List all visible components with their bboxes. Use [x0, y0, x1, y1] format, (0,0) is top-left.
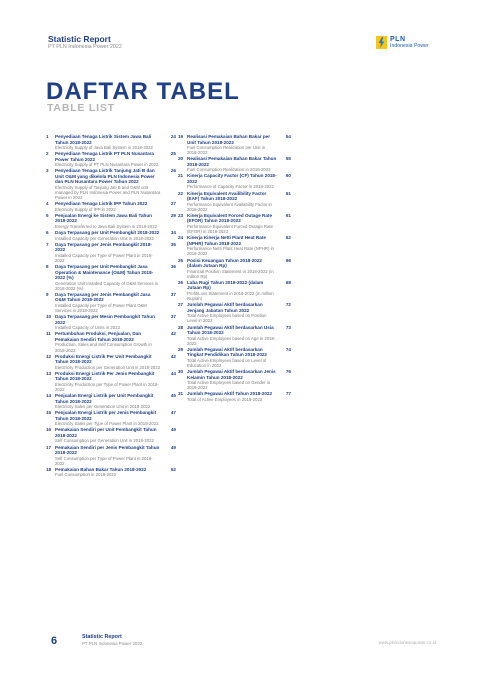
toc-number: 19 [178, 134, 184, 139]
toc-page-number: 37 [170, 291, 176, 297]
toc-entry[interactable] [46, 314, 176, 330]
toc-page-number: 66 [285, 257, 291, 263]
toc-number: 26 [178, 279, 184, 285]
toc-page-number: 37 [170, 314, 176, 320]
toc-number: 9 [46, 291, 49, 297]
toc-title-en: Performance Netti Plant Heat Rate (NPHR) in 2018-2022 [187, 246, 274, 257]
toc-number: 27 [178, 302, 184, 308]
toc-page-number: 36 [170, 264, 176, 270]
toc-title-id: Penjualan Energi ke Sistem Jawa Bali Tahun 2018-2022 [55, 212, 152, 224]
toc-title-en: Performance Equivalent Availability Factor in 2018-2022 [187, 201, 272, 212]
toc-title-id: Daya Terpasang per Unit Pembangkit 2018-2022 [55, 230, 160, 236]
toc-title-en: Electricity Production per Generation Unit in 2018-2022 [55, 364, 161, 370]
toc-title-id: Penyediaan Tenaga Listrik Sistem Jawa Bali Tahun 2018-2022 [55, 134, 152, 145]
toc-number: 5 [46, 212, 49, 218]
toc-title-en: Generation Unit Installed Capacity of O&M Services in 2018-2022 (%) [55, 280, 159, 291]
toc-number: 28 [178, 324, 184, 330]
toc-title-id: Kinerja Kinerja Netti Plant Heat Rate (NPHR) Tahun 2018-2022 [187, 235, 266, 246]
toc-title-en: Electricity Supply of Tanjung Jati B and O&M unit managed by PLN Indonesia Power and PLN Nusantara Power in 2022 [55, 184, 161, 201]
toc-title-en: Financial Position Statement in 2018-2022 (in million Rp) [187, 268, 274, 279]
toc-page-number: 52 [170, 466, 176, 472]
toc-page-number: 76 [285, 369, 291, 375]
toc-number: 31 [178, 391, 184, 397]
toc-page-number: 61 [285, 190, 291, 196]
page-title: DAFTAR TABEL [46, 78, 240, 105]
header-title: Statistic Report [48, 34, 111, 44]
toc-title-id: Kinerja Capacity Factor (CF) Tahun 2018-2022 [187, 173, 277, 184]
toc-entry[interactable] [178, 347, 291, 368]
toc-number: 4 [46, 201, 49, 207]
toc-column-left [46, 134, 176, 479]
toc-number: 2 [46, 151, 49, 157]
toc-page-number: 74 [285, 346, 291, 352]
toc-page-number: 29 [170, 212, 176, 218]
toc-title-id: Daya Terpasang per Mesin Pembangkit Tahun 2022 [55, 314, 155, 325]
toc-page-number: 49 [170, 444, 176, 450]
toc-entry[interactable] [46, 427, 176, 443]
toc-entry[interactable] [178, 134, 291, 155]
toc-page-number: 55 [285, 156, 291, 162]
toc-title-en: Self Consumption per Generation Unit in 2018-2022 [55, 438, 154, 444]
toc-title-en: Total Active Employees based on Level of Education in 2022 [187, 357, 267, 368]
toc-entry[interactable] [46, 230, 176, 241]
toc-entry[interactable] [178, 235, 291, 256]
toc-title-en: Electricity Production per Type of Power Plant in 2018-2022 [55, 381, 159, 392]
toc-entry[interactable] [178, 191, 291, 212]
toc-title-en: Total of Active Employees in 2018-2022 [187, 396, 263, 402]
toc-title-id: Jumlah Pegawai Aktif berdasarkan Jenjang Jabatan Tahun 2022 [187, 302, 263, 313]
toc-page-number: 34 [170, 230, 176, 236]
toc-title-id: Daya Terpasang per Jenis Pembangkit 2018-2022 [55, 241, 152, 253]
toc-title-en: Installed Capacity per Type of Power Plant O&M Services in 2018-2022 [55, 302, 147, 314]
toc-entry[interactable] [178, 302, 291, 323]
toc-column-right [178, 134, 291, 403]
toc-page-number: 54 [285, 134, 291, 139]
toc-page-number: 77 [285, 391, 291, 397]
toc-entry[interactable] [46, 410, 176, 426]
toc-title-id: Jumlah Pegawai Aktif Tahun 2018-2022 [187, 391, 273, 397]
toc-title-en: Performance Equivalent Forced Outage Rate (EFOR) in 2018-2022 [187, 223, 273, 235]
toc-number: 24 [178, 235, 184, 241]
toc-number: 21 [178, 173, 184, 179]
toc-title-en: Electricity Sales per Type of Power Plant in 2018-2022 [55, 421, 159, 427]
toc-page-number: 26 [170, 168, 176, 174]
toc-entry[interactable] [178, 156, 291, 172]
toc-page-number: 42 [170, 353, 176, 359]
footer-url[interactable]: www.plnindonesiapower.co.id [378, 640, 436, 645]
toc-title-en: Installed Capacity of Units in 2022 [55, 325, 120, 331]
toc-title-id: Pertumbuhan Produksi, Penjualan, Dan Pemakaian Sendiri Tahun 2018-2022 [55, 331, 142, 342]
toc-number: 16 [46, 427, 52, 433]
toc-entry[interactable] [46, 354, 176, 370]
toc-entry[interactable] [178, 213, 291, 234]
toc-page-number: 35 [170, 241, 176, 247]
toc-page-number: 42 [170, 331, 176, 337]
toc-page-number: 45 [170, 393, 176, 399]
toc-page-number: 73 [285, 324, 291, 330]
toc-title-id: Jumlah Pegawai Aktif berdasarkan Jenis Kelamin Tahun 2018-2022 [187, 369, 276, 380]
toc-title-en: Production, Sales and Self Consumption Growth in 2018-2022 [55, 342, 152, 353]
toc-title-en: Electricity Supply of PT PLN Nusantara Power in 2022 [55, 162, 159, 168]
footer-title: Statistic Report [82, 634, 122, 640]
logo-subtext: Indonesia Power [390, 43, 429, 49]
toc-title-id: Pemakaian Bahan Bakar Tahun 2018-2022 [55, 466, 147, 472]
toc-page-number: 49 [170, 427, 176, 433]
toc-entry[interactable] [46, 168, 176, 200]
toc-title-id: Realisasi Pemakaian Bahan Bakar per Unit Tahun 2018-2022 [187, 134, 270, 145]
toc-number: 6 [46, 230, 49, 236]
toc-title-en: Total Active Employees based on Age in 2018-2022 [187, 335, 276, 346]
toc-number: 17 [46, 444, 52, 450]
pln-logo [376, 36, 429, 49]
toc-number: 14 [46, 393, 52, 399]
toc-title-id: Produksi Energi Listrik Per Unit Pembangkit Tahun 2018-2022 [55, 353, 152, 365]
toc-entry[interactable] [46, 331, 176, 352]
toc-page-number: 62 [285, 235, 291, 241]
toc-title-id: Pemakaian Sendiri per Jenis Pembangkit Tahun 2018-2022 [55, 444, 160, 456]
toc-entry[interactable] [178, 369, 291, 390]
toc-title-id: Realisasi Pemakaian Bahan Bakar Tahun 2018-2022 [187, 156, 277, 167]
toc-title-id: Daya Terpasang per Unit Pembangkit Jasa Operation & Maintenance (O&M) Tahun 2018-2022 (%) [55, 264, 154, 281]
toc-title-en: Fuel Consumption Realization per Unit in 2018-2022 [187, 145, 266, 156]
toc-page-number: 68 [285, 279, 291, 285]
toc-entry[interactable] [46, 292, 176, 313]
toc-title-en: Electricity Sales per Generation Unit in 2018-2022 [55, 404, 151, 410]
toc-number: 22 [178, 190, 184, 196]
toc-number: 13 [46, 370, 52, 376]
toc-entry[interactable] [46, 467, 176, 478]
page-subtitle: TABLE LIST [47, 102, 115, 114]
toc-title-en: Installed Capacity per Type of Power Plant in 2018-2022 [55, 252, 153, 263]
toc-entry[interactable] [178, 325, 291, 346]
toc-page-number: 24 [170, 134, 176, 139]
toc-entry[interactable] [46, 201, 176, 212]
toc-title-en: Self Consumption per Type of Power Plant in 2018-2022 [55, 455, 153, 466]
toc-entry[interactable] [46, 134, 176, 150]
toc-page-number: 72 [285, 302, 291, 308]
toc-title-id: Laba Rugi Tahun 2018-2022 (dalam Jutaan Rp) [187, 279, 264, 291]
toc-page-number: 61 [285, 212, 291, 218]
toc-number: 29 [178, 346, 184, 352]
toc-number: 8 [46, 264, 49, 270]
toc-entry[interactable] [178, 391, 291, 402]
toc-title-en: Installed Capacity per Generation Unit in 2018-2022 [55, 235, 154, 241]
toc-title-en: Electricity Supply of IPP in 2022 [55, 206, 116, 212]
toc-entry[interactable] [46, 393, 176, 409]
toc-entry[interactable] [178, 258, 291, 279]
toc-number: 7 [46, 241, 49, 247]
toc-entry[interactable] [46, 445, 176, 466]
toc-title-id: Daya Terpasang per Jenis Pembangkit Jasa O&M Tahun 2018-2022 [55, 291, 151, 303]
toc-title-en: Fuel Consumption in 2018-2022 [55, 472, 117, 478]
toc-number: 1 [46, 134, 49, 139]
toc-number: 25 [178, 257, 184, 263]
toc-title-id: Jumlah Pegawai Aktif berdasarkan Tingkat Pendidikan Tahun 2018-2022 [187, 346, 267, 358]
header-subtitle: PT PLN Indonesia Power 2022 [48, 44, 122, 50]
toc-number: 12 [46, 353, 52, 359]
toc-title-id: Penjualan Energi Listrik per Jenis Pembangkit Tahun 2018-2022 [55, 410, 157, 421]
toc-entry[interactable] [46, 371, 176, 392]
toc-title-en: Performance of Capacity Factor in 2018-2022 [187, 184, 274, 190]
toc-page-number: 27 [170, 201, 176, 207]
toc-title-id: Kinerja Equivalent Forced Outage Rate (EFOR) Tahun 2018-2022 [187, 212, 273, 224]
lightning-bolt-icon [376, 36, 387, 49]
toc-number: 23 [178, 212, 184, 218]
toc-entry[interactable] [46, 242, 176, 263]
toc-page-number: 44 [170, 370, 176, 376]
logo-brand: PLN [390, 36, 406, 43]
toc-entry[interactable] [46, 264, 176, 291]
toc-number: 15 [46, 410, 52, 416]
toc-number: 20 [178, 156, 184, 162]
toc-number: 18 [46, 466, 52, 472]
toc-title-id: Kinerja Equivalent Availibility Factor (EAF) Tahun 2018-2022 [187, 190, 267, 202]
toc-number: 10 [46, 314, 52, 320]
toc-title-en: Energy Transferred to Java Bali System in 2018-2022 [55, 223, 157, 229]
toc-entry[interactable] [178, 280, 291, 301]
toc-page-number: 60 [285, 173, 291, 179]
toc-title-id: Penjualan Energi Listrik per Unit Pembangkit Tahun 2018-2022 [55, 393, 154, 404]
toc-title-en: Total Active Employees based on Position Level in 2022 [187, 313, 267, 324]
toc-title-en: Total Active Employees based on Gender in 2018-2022 [187, 380, 271, 391]
toc-page-number: 47 [170, 410, 176, 416]
toc-number: 30 [178, 369, 184, 375]
toc-entry[interactable] [46, 213, 176, 229]
footer-subtitle: PT PLN Indonesia Power 2022 [82, 641, 143, 646]
toc-entry[interactable] [46, 151, 176, 167]
footer-page-number: 6 [51, 635, 58, 647]
toc-entry[interactable] [178, 173, 291, 189]
toc-title-id: Jumlah Pegawai Aktif berdasarkan Usia Tahun 2018-2022 [187, 324, 274, 335]
toc-page-number: 25 [170, 151, 176, 157]
toc-number: 11 [46, 331, 51, 337]
toc-title-en: Fuel Consumption Realization in 2018-2022 [187, 167, 271, 173]
toc-title-id: Penyediaan Tenaga Listrik PT PLN Nusantara Power Tahun 2022 [55, 151, 154, 162]
toc-title-id: Penyediaan Tenaga Listrik IPP Tahun 2022 [55, 201, 148, 207]
toc-title-id: Pemakaian Sendiri per Unit Pembangkit Tahun 2018-2022 [55, 427, 157, 438]
toc-number: 3 [46, 168, 49, 174]
toc-title-en: Electricity Supply of Java Bali System in 2018-2022 [55, 145, 153, 150]
toc-title-id: Penyediaan Tenaga Listrik Tanjung Jati B dan Unit O&M yang dikelola PLN Indonesia Power dan PLN Nusantara Power Tahun 2022 [55, 168, 155, 185]
toc-title-en: Profit/Loss Statement in 2018-2022 (in million Rupiah) [187, 290, 274, 302]
toc-title-id: Posisi Keuangan Tahun 2018-2022 (dalam Jutaan Rp) [187, 257, 262, 269]
toc-title-id: Produksi Energi Listrik Per Jenis Pembangkit Tahun 2018-2022 [55, 370, 155, 382]
